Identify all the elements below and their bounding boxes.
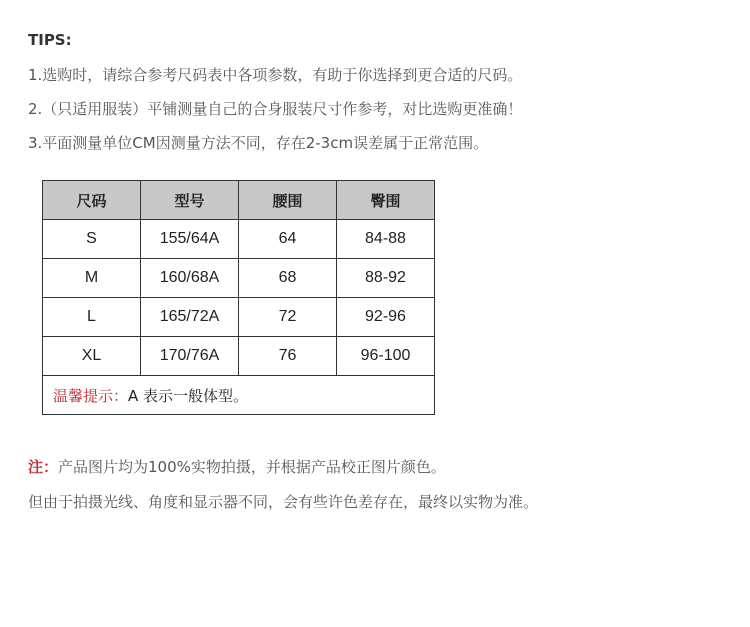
cell-size: S	[43, 220, 141, 259]
footer-line-2: 但由于拍摄光线、角度和显示器不同，会有些许色差存在，最终以实物为准。	[28, 493, 539, 511]
tip-line-1: 1.选购时，请综合参考尺码表中各项参数，有助于你选择到更合适的尺码。	[28, 66, 523, 84]
tip-line-3: 3.平面测量单位CM因测量方法不同，存在2-3cm误差属于正常范围。	[28, 134, 489, 152]
cell-model: 165/72A	[141, 298, 239, 337]
note-label: 温馨提示：	[53, 386, 129, 405]
table-row	[43, 298, 435, 337]
header-hip: 臀围	[337, 181, 435, 220]
table-row	[43, 220, 435, 259]
footer-text-1: 产品图片均为100%实物拍摄，并根据产品校正图片颜色。	[58, 458, 446, 476]
cell-size: XL	[43, 337, 141, 376]
note-text: A 表示一般体型。	[128, 386, 249, 405]
cell-hip: 92-96	[337, 298, 435, 337]
cell-waist: 76	[239, 337, 337, 376]
cell-waist: 64	[239, 220, 337, 259]
cell-hip: 84-88	[337, 220, 435, 259]
header-waist: 腰围	[239, 181, 337, 220]
cell-waist: 72	[239, 298, 337, 337]
table-note	[43, 376, 435, 415]
table-header-row	[43, 181, 435, 220]
tips-title: TIPS:	[28, 31, 72, 49]
tip-line-2: 2.（只适用服装）平铺测量自己的合身服装尺寸作参考，对比选购更准确！	[28, 100, 523, 118]
header-model: 型号	[141, 181, 239, 220]
cell-model: 160/68A	[141, 259, 239, 298]
cell-size: M	[43, 259, 141, 298]
header-size: 尺码	[43, 181, 141, 220]
size-chart-table	[42, 180, 435, 415]
footer-label: 注：	[28, 458, 59, 476]
cell-size: L	[43, 298, 141, 337]
cell-model: 155/64A	[141, 220, 239, 259]
cell-waist: 68	[239, 259, 337, 298]
cell-model: 170/76A	[141, 337, 239, 376]
cell-hip: 88-92	[337, 259, 435, 298]
table-row	[43, 259, 435, 298]
table-note-row	[43, 376, 435, 415]
table-row	[43, 337, 435, 376]
cell-hip: 96-100	[337, 337, 435, 376]
footer-line-1	[28, 456, 446, 477]
